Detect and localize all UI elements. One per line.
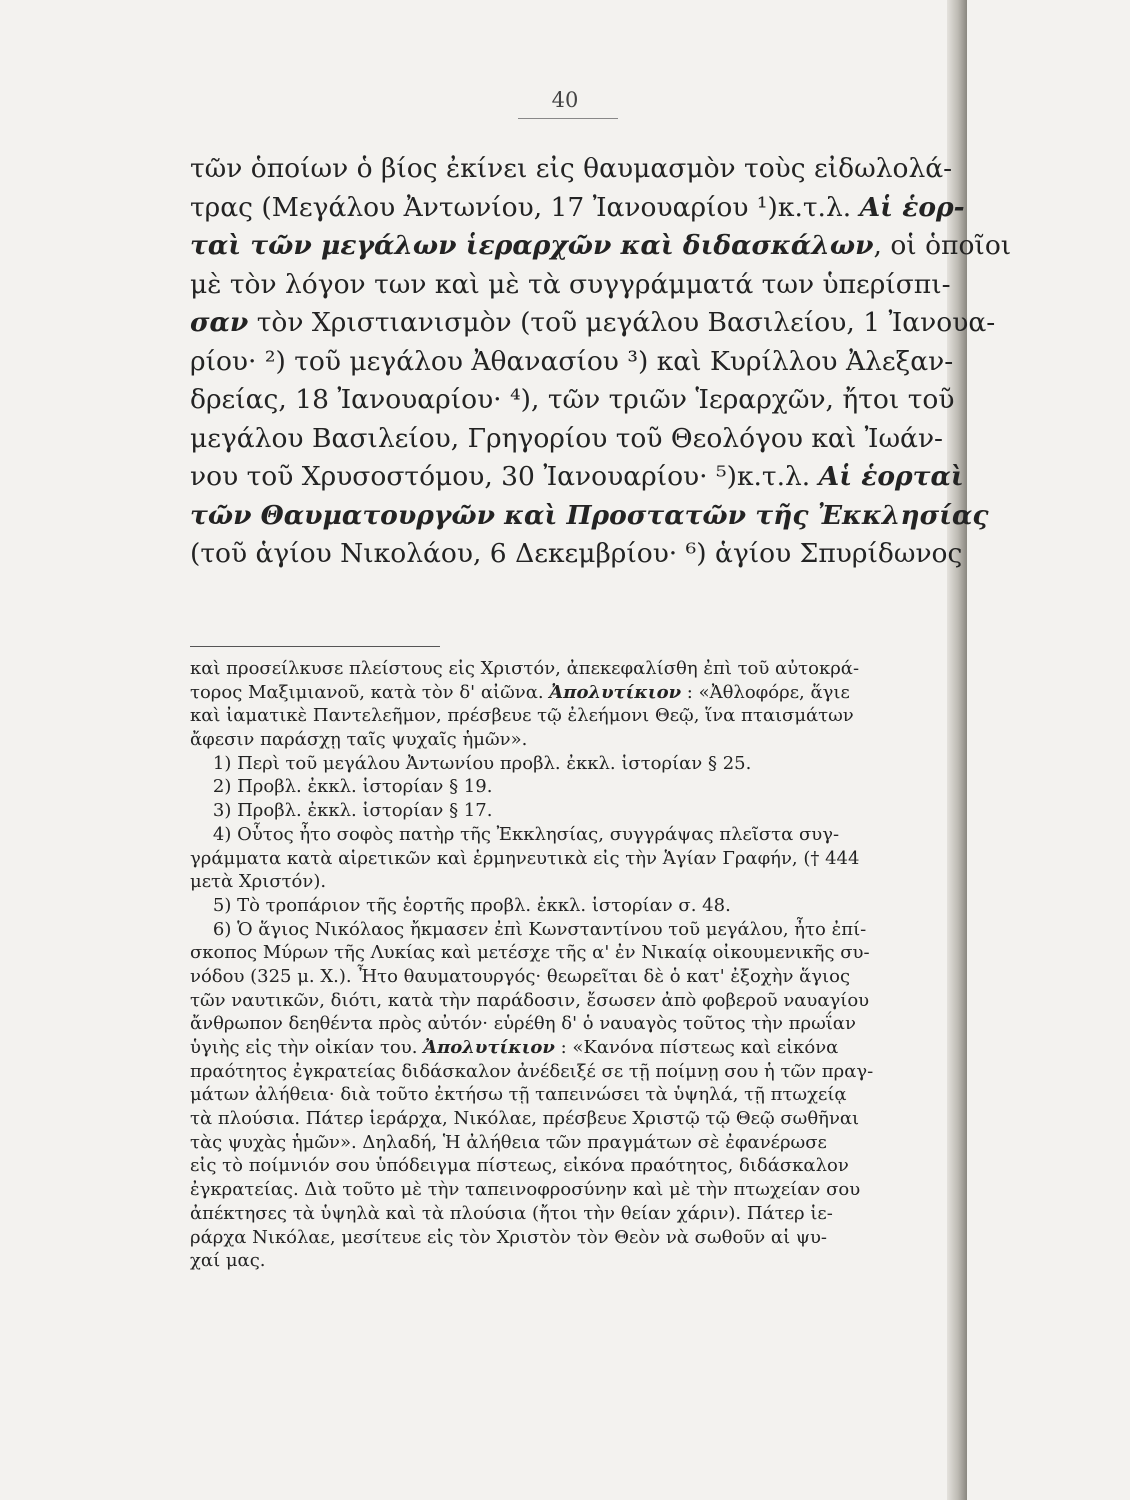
footnote-line bbox=[190, 823, 948, 847]
text-run: τορος Μαξιμιανοῦ, κατὰ τὸν δ' αἰῶνα. bbox=[190, 681, 550, 703]
emphasized-text: Ἀπολυτίκιον bbox=[423, 1037, 555, 1058]
text-run: : «Κανόνα πίστεως καὶ εἰκόνα bbox=[554, 1037, 839, 1058]
text-run: 3) Προβλ. ἐκκλ. ἱστορίαν § 17. bbox=[190, 800, 493, 822]
text-run: τῶν ὁποίων ὁ βίος ἐκίνει εἰς θαυμασμὸν τοὺς εἰδωλολά- bbox=[190, 153, 953, 184]
footnote-line bbox=[190, 1202, 948, 1226]
footnote-line bbox=[190, 894, 948, 918]
emphasized-text: τῶν Θαυματουργῶν καὶ Προστατῶν τῆς Ἐκκλησίας bbox=[190, 499, 989, 531]
text-run: καὶ προσείλκυσε πλείστους εἰς Χριστόν, ἀπεκεφαλίσθη ἐπὶ τοῦ αὐτοκρά- bbox=[190, 658, 860, 679]
footnote-line bbox=[190, 1178, 948, 1202]
text-run: τῶν ναυτικῶν, διότι, κατὰ τὴν παράδοσιν, ἔσωσεν ἀπὸ φοβεροῦ ναυαγίου bbox=[190, 989, 870, 1011]
footnote-line bbox=[190, 918, 948, 942]
text-run: ρίου· ²) τοῦ μεγάλου Ἀθανασίου ³) καὶ Κυρίλλου Ἀλεξαν- bbox=[190, 345, 954, 377]
main-text-line bbox=[190, 420, 948, 459]
footnote-line bbox=[190, 681, 948, 705]
main-text-line bbox=[190, 266, 951, 305]
text-run: ἀπέκτησες τὰ ὑψηλὰ καὶ τὰ πλούσια (ἤτοι τὴν θείαν χάριν). Πάτερ ἱε- bbox=[190, 1202, 833, 1224]
footnote-separator bbox=[190, 646, 440, 647]
footnote-line bbox=[190, 752, 948, 776]
main-text-line bbox=[190, 381, 955, 420]
text-run: χαί μας. bbox=[190, 1250, 266, 1272]
text-run: νόδου (325 μ. Χ.). Ἦτο θαυματουργός· θεωρεῖται δὲ ὁ κατ' ἐξοχὴν ἅγιος bbox=[190, 965, 851, 987]
footnote-line bbox=[190, 1107, 948, 1131]
emphasized-text: Ἀπολυτίκιον bbox=[549, 681, 682, 703]
footnote-line bbox=[190, 847, 948, 871]
text-run: μεγάλου Βασιλείου, Γρηγορίου τοῦ Θεολόγου καὶ Ἰωάν- bbox=[190, 422, 944, 454]
text-run: τὸν Χριστιανισμὸν (τοῦ μεγάλου Βασιλείου, 1 Ἰανουα- bbox=[248, 307, 996, 338]
footnote-line bbox=[190, 1012, 948, 1036]
footnote-line bbox=[190, 1154, 948, 1178]
text-run: ὑγιὴς εἰς τὴν οἰκίαν του. bbox=[190, 1037, 424, 1058]
text-run: ράρχα Νικόλαε, μεσίτευε εἰς τὸν Χριστὸν τὸν Θεὸν νὰ σωθοῦν αἱ ψυ- bbox=[190, 1226, 827, 1248]
text-run: σκοπος Μύρων τῆς Λυκίας καὶ μετέσχε τῆς α' ἐν Νικαίᾳ οἰκουμενικῆς συ- bbox=[190, 942, 870, 964]
text-run: τὰς ψυχὰς ἡμῶν». Δηλαδή, Ἡ ἀλήθεια τῶν πραγμάτων σὲ ἐφανέρωσε bbox=[190, 1131, 827, 1153]
text-run: ἐγκρατείας. Διὰ τοῦτο μὲ τὴν ταπεινοφροσύνην καὶ μὲ τὴν πτωχείαν σου bbox=[190, 1179, 861, 1201]
text-run: μετὰ Χριστόν). bbox=[190, 871, 327, 893]
emphasized-text: Αἱ ἑορταὶ bbox=[818, 461, 964, 492]
main-text-line bbox=[190, 343, 954, 382]
text-run: 4) Οὗτος ἦτο σοφὸς πατὴρ τῆς Ἐκκλησίας, συγγράψας πλεῖστα συγ- bbox=[190, 823, 840, 845]
text-run: (τοῦ ἁγίου Νικολάου, 6 Δεκεμβρίου· ⁶) ἁγίου Σπυρίδωνος bbox=[190, 538, 963, 569]
text-run: 6) Ὁ ἅγιος Νικόλαος ἤκμασεν ἐπὶ Κωνσταντίνου τοῦ μεγάλου, ἦτο ἐπί- bbox=[190, 918, 867, 940]
footnote-line bbox=[190, 775, 948, 799]
emphasized-text: ταὶ τῶν μεγάλων ἱεραρχῶν καὶ διδασκάλων bbox=[190, 230, 874, 261]
page-number: 40 bbox=[551, 88, 579, 112]
footnote-line bbox=[190, 870, 948, 894]
main-text-line bbox=[190, 458, 964, 497]
footnote-line bbox=[190, 1060, 948, 1084]
text-run: 1) Περὶ τοῦ μεγάλου Ἀντωνίου προβλ. ἐκκλ. ἱστορίαν § 25. bbox=[190, 752, 752, 774]
text-run: καὶ ἰαματικὲ Παντελεῆμον, πρέσβευε τῷ ἐλεήμονι Θεῷ, ἵνα πταισμάτων bbox=[190, 705, 854, 727]
footnote-line bbox=[190, 657, 948, 681]
text-run: τὰ πλούσια. Πάτερ ἱεράρχα, Νικόλαε, πρέσβευε Χριστῷ τῷ Θεῷ σωθῆναι bbox=[190, 1108, 860, 1130]
footnote-line bbox=[190, 728, 948, 752]
text-run: ἄφεσιν παράσχῃ ταῖς ψυχαῖς ἡμῶν». bbox=[190, 729, 528, 751]
text-run: πραότητος ἐγκρατείας διδάσκαλον ἀνέδειξέ σε τῇ ποίμνῃ σου ἡ τῶν πραγ- bbox=[190, 1060, 874, 1082]
text-run: 5) Τὸ τροπάριον τῆς ἑορτῆς προβλ. ἐκκλ. ἱστορίαν σ. 48. bbox=[190, 894, 731, 916]
header-rule bbox=[518, 118, 618, 119]
footnotes bbox=[190, 657, 948, 1273]
main-text-line bbox=[190, 227, 1012, 266]
footnote-line bbox=[190, 1083, 948, 1107]
emphasized-text: Αἱ ἑορ- bbox=[859, 191, 965, 223]
footnote-line bbox=[190, 989, 948, 1013]
text-run: τρας (Μεγάλου Ἀντωνίου, 17 Ἰανουαρίου ¹)κ.τ.λ. bbox=[190, 191, 860, 223]
main-text bbox=[190, 150, 1012, 574]
page-edge-shadow bbox=[947, 0, 967, 1500]
main-text-line bbox=[190, 535, 963, 574]
text-run: δρείας, 18 Ἰανουαρίου· ⁴), τῶν τριῶν Ἱεραρχῶν, ἤτοι τοῦ bbox=[190, 384, 955, 415]
footnote-line bbox=[190, 1249, 948, 1273]
text-run: γράμματα κατὰ αἱρετικῶν καὶ ἑρμηνευτικὰ εἰς τὴν Ἁγίαν Γραφήν, († 444 bbox=[190, 847, 860, 869]
footnote-line bbox=[190, 1226, 948, 1250]
footnote-line bbox=[190, 965, 948, 989]
text-run: νου τοῦ Χρυσοστόμου, 30 Ἰανουαρίου· ⁵)κ.τ.λ. bbox=[190, 461, 819, 492]
text-run: μὲ τὸν λόγον των καὶ μὲ τὰ συγγράμματά των ὑπερίσπι- bbox=[190, 268, 951, 300]
footnote-line bbox=[190, 704, 948, 728]
main-text-line bbox=[190, 189, 965, 228]
emphasized-text: σαν bbox=[190, 307, 249, 338]
text-run: : «Ἀθλοφόρε, ἅγιε bbox=[681, 681, 850, 703]
footnote-line bbox=[190, 1131, 948, 1155]
footnote-line bbox=[190, 799, 948, 823]
text-run: , οἱ ὁποῖοι bbox=[873, 230, 1012, 261]
text-run: 2) Προβλ. ἐκκλ. ἱστορίαν § 19. bbox=[190, 776, 493, 798]
footnote-line bbox=[190, 1036, 948, 1060]
text-run: μάτων ἀλήθεια· διὰ τοῦτο ἐκτήσω τῇ ταπεινώσει τὰ ὑψηλά, τῇ πτωχείᾳ bbox=[190, 1084, 847, 1106]
footnote-line bbox=[190, 941, 948, 965]
text-run: ἄνθρωπον δεηθέντα πρὸς αὐτόν· εὑρέθη δ' ὁ ναυαγὸς τοῦτος τὴν πρωΐαν bbox=[190, 1013, 856, 1035]
text-run: εἰς τὸ ποίμνιόν σου ὑπόδειγμα πίστεως, εἰκόνα πραότητος, διδάσκαλον bbox=[190, 1155, 849, 1177]
main-text-line bbox=[190, 150, 953, 189]
main-text-line bbox=[190, 304, 996, 343]
main-text-line bbox=[190, 497, 989, 536]
